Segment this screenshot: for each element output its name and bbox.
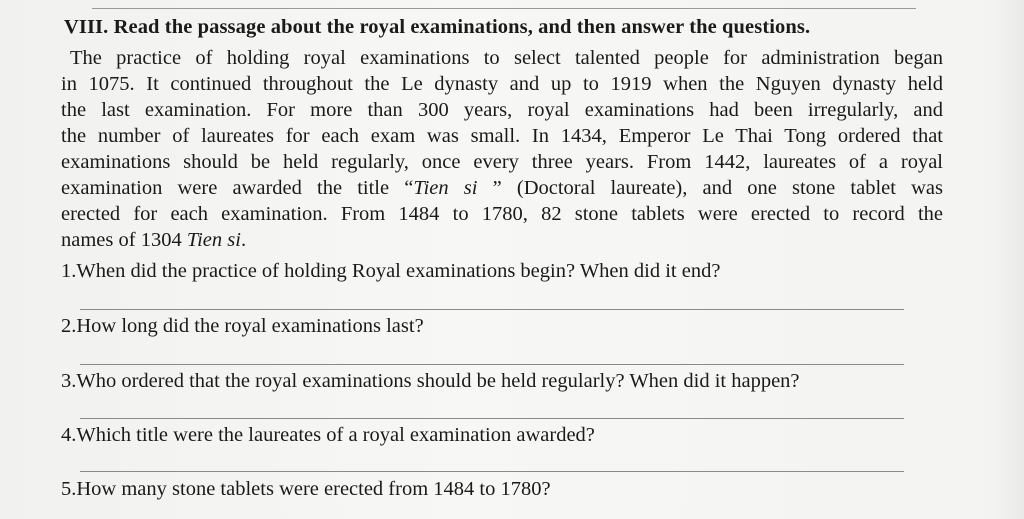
passage-line: examination were awarded the title “Tien si ” (Doctoral laureate), and one stone tablet was: [61, 177, 943, 199]
passage-line: The practice of holding royal examinations to select talented people for administration began: [70, 47, 943, 69]
passage-line: names of 1304 Tien si.: [61, 229, 247, 251]
passage-line: in 1075. It continued throughout the Le dynasty and up to 1919 when the Nguyen dynasty held: [61, 73, 943, 95]
top-divider: [92, 8, 916, 9]
answer-line-4[interactable]: [80, 471, 904, 472]
question-3: 3.Who ordered that the royal examinations should be held regularly? When did it happen?: [61, 370, 800, 392]
question-1: 1.When did the practice of holding Royal examinations begin? When did it end?: [61, 260, 721, 282]
question-4: 4.Which title were the laureates of a royal examination awarded?: [61, 424, 595, 446]
answer-line-1[interactable]: [80, 309, 904, 310]
question-5: 5.How many stone tablets were erected from 1484 to 1780?: [61, 478, 551, 500]
reading-passage: [61, 45, 943, 253]
passage-line: erected for each examination. From 1484 to 1780, 82 stone tablets were erected to record the: [61, 203, 943, 225]
exercise-heading: VIII. Read the passage about the royal examinations, and then answer the questions.: [64, 16, 811, 38]
answer-line-3[interactable]: [80, 418, 904, 419]
answer-line-2[interactable]: [80, 364, 904, 365]
passage-line: the last examination. For more than 300 years, royal examinations had been irregularly, and: [61, 99, 943, 121]
italic-term: Tien si: [186, 229, 241, 251]
italic-term: Tien si: [413, 177, 478, 199]
question-2: 2.How long did the royal examinations last?: [61, 315, 424, 337]
passage-line: examinations should be held regularly, once every three years. From 1442, laureates of a royal: [61, 151, 943, 173]
passage-line: the number of laureates for each exam was small. In 1434, Emperor Le Thai Tong ordered that: [61, 125, 943, 147]
page-edge-shadow: [994, 0, 1024, 519]
